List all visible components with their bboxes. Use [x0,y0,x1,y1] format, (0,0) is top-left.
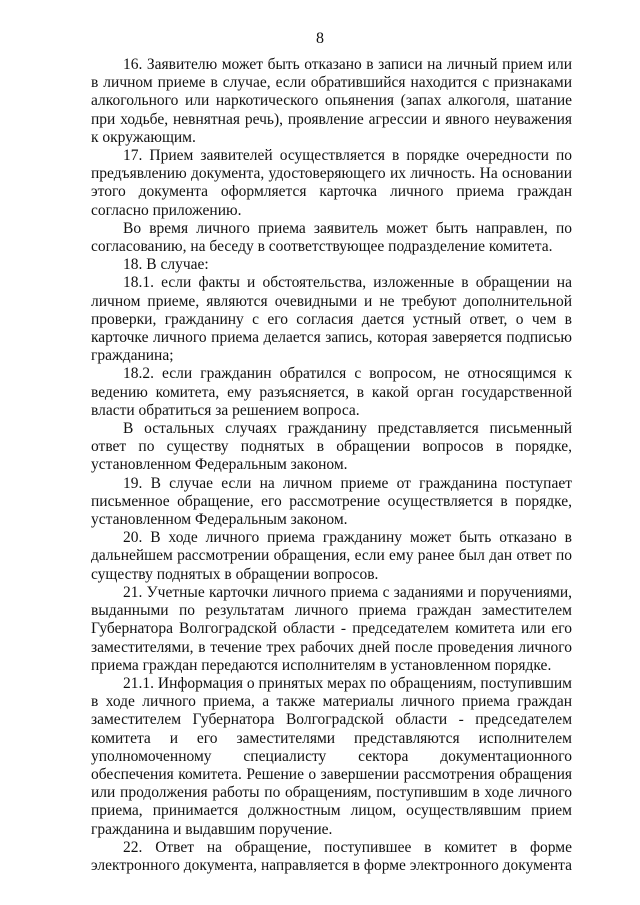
paragraph-18-2: 18.2. если гражданин обратился с вопросом, не относящимся к ведению комитета, ему разъясняется, в какой орган государственной власти обратиться за решением вопроса. [91,365,572,419]
paragraph-22: 22. Ответ на обращение, поступившее в комитет в форме электронного документа, направляется в форме электронного документа [91,838,572,874]
paragraph-18-other: В остальных случаях гражданину представляется письменный ответ по существу поднятых в обращении вопросов в порядке, установленном Федеральным законом. [91,420,572,474]
paragraph-16: 16. Заявителю может быть отказано в записи на личный прием или в личном приеме в случае, если обратившийся находится с признаками алкогольного или наркотического опьянения (запах алкоголя, шатание при ходьбе, невнятная речь), проявление агрессии и явного неуважения к окружающим. [91,56,572,146]
paragraph-19: 19. В случае если на личном приеме от гражданина поступает письменное обращение, его рассмотрение осуществляется в порядке, установленном Федеральным законом. [91,474,572,529]
paragraph-17: 17. Прием заявителей осуществляется в порядке очередности по предъявлению документа, удостоверяющего их личность. На основании этого документа оформляется карточка личного приема граждан согласно приложению. [91,147,572,219]
paragraph-18: 18. В случае: [123,256,209,274]
paragraph-21-1: 21.1. Информация о принятых мерах по обращениям, поступившим в ходе личного приема, а также материалы личного приема граждан заместителем Губернатора Волгоградской области - председателем комитета и его заместителями представляются исполнителем уполномоченному специалисту сектора документационного обеспечения комитета. Решение о завершении рассмотрения обращения или продолжения работы по обращениям, поступившим в ходе личного приема, принимается должностным лицом, осуществлявшим прием гражданина и выдавшим поручение. [91,674,572,838]
paragraph-17-note: Во время личного приема заявитель может быть направлен, по согласованию, на беседу в соответствующее подразделение комитета. [91,219,572,256]
paragraph-20: 20. В ходе личного приема гражданину может быть отказано в дальнейшем рассмотрении обращения, если ему ранее был дан ответ по существу поднятых в обращении вопросов. [91,529,572,583]
paragraph-18-1: 18.1. если факты и обстоятельства, изложенные в обращении на личном приеме, являются очевидными и не требуют дополнительной проверки, гражданину с его согласия дается устный ответ, о чем в карточке личного приема делается запись, которая заверяется подписью гражданина; [91,274,572,365]
page-number: 8 [316,30,324,47]
paragraph-21: 21. Учетные карточки личного приема с заданиями и поручениями, выданными по результатам личного приема граждан заместителем Губернатора Волгоградской области - председателем комитета или его заместителями, в течение трех рабочих дней после проведения личного приема граждан передаются исполнителям в установленном порядке. [91,583,572,674]
document-body [91,56,572,875]
